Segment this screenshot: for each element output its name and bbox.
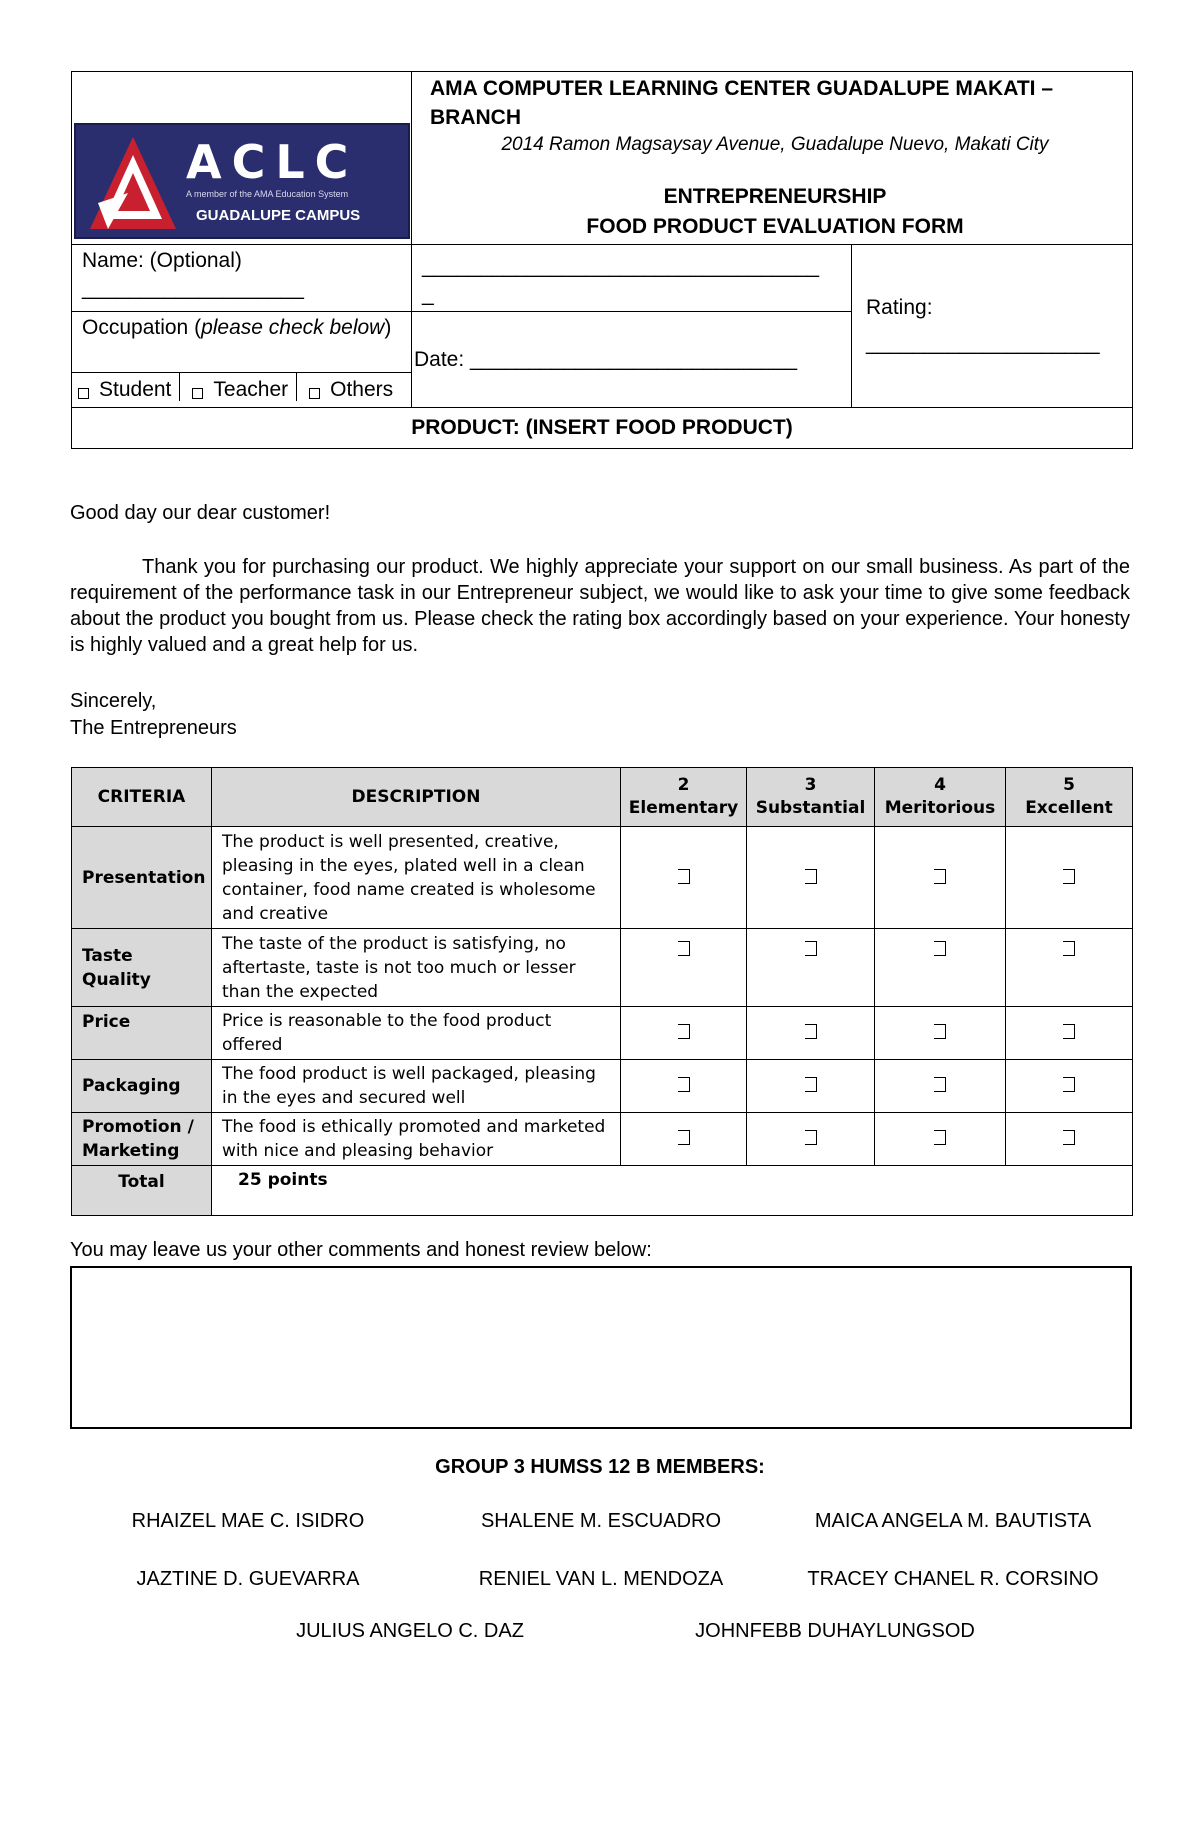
criteria-name: Promotion / Marketing bbox=[72, 1113, 212, 1166]
table-row bbox=[72, 1113, 1133, 1166]
checkbox-icon[interactable] bbox=[805, 1130, 817, 1145]
rating-checkbox[interactable] bbox=[621, 827, 747, 929]
checkbox-icon[interactable] bbox=[678, 941, 690, 956]
criteria-name: Packaging bbox=[72, 1060, 212, 1113]
option-student-label: Student bbox=[99, 378, 172, 401]
rating-4-label: Meritorious bbox=[884, 798, 996, 818]
criteria-name: Price bbox=[72, 1007, 212, 1060]
total-row bbox=[72, 1166, 1133, 1216]
logo-cell bbox=[72, 72, 412, 245]
option-separator bbox=[179, 373, 188, 401]
header-criteria: CRITERIA bbox=[72, 768, 212, 827]
occupation-options-cell bbox=[72, 373, 412, 408]
checkbox-icon[interactable] bbox=[805, 869, 817, 884]
table-header-row bbox=[72, 768, 1133, 827]
rating-2-num: 2 bbox=[677, 775, 690, 795]
option-others-label: Others bbox=[330, 378, 394, 401]
header-rating-3 bbox=[747, 768, 875, 827]
criteria-table bbox=[71, 767, 1133, 1216]
date-label[interactable]: Date: ____________________________ bbox=[414, 347, 798, 371]
logo-text: ACLC bbox=[186, 135, 359, 189]
rating-checkbox[interactable] bbox=[621, 1113, 747, 1166]
aclc-logo bbox=[74, 123, 410, 239]
occupation-options bbox=[74, 373, 409, 407]
name-blank-tail: _ bbox=[422, 283, 434, 306]
name-label: Name: (Optional) bbox=[82, 249, 242, 272]
rating-blank[interactable]: ____________________ bbox=[866, 332, 1100, 355]
rating-3-label: Substantial bbox=[755, 798, 866, 818]
rating-checkbox[interactable] bbox=[747, 827, 875, 929]
rating-checkbox[interactable] bbox=[747, 929, 875, 1007]
rating-checkbox[interactable] bbox=[1006, 1007, 1133, 1060]
checkbox-icon[interactable] bbox=[934, 1077, 946, 1092]
criteria-description: The food product is well packaged, pleasing in the eyes and secured well bbox=[212, 1060, 621, 1113]
checkbox-icon[interactable] bbox=[1063, 1024, 1075, 1039]
date-cell[interactable] bbox=[412, 312, 852, 408]
rating-5-label: Excellent bbox=[1025, 798, 1113, 818]
checkbox-icon[interactable] bbox=[805, 1077, 817, 1092]
school-name: AMA COMPUTER LEARNING CENTER GUADALUPE MAKATI – BRANCH bbox=[430, 77, 1053, 129]
table-row bbox=[72, 929, 1133, 1007]
name-blank-right[interactable]: __________________________________ bbox=[422, 255, 820, 278]
rating-checkbox[interactable] bbox=[1006, 1113, 1133, 1166]
member-name: TRACEY CHANEL R. CORSINO bbox=[807, 1568, 1099, 1590]
criteria-description: The food is ethically promoted and marketed with nice and pleasing behavior bbox=[212, 1113, 621, 1166]
form-title-line2: FOOD PRODUCT EVALUATION FORM bbox=[586, 215, 964, 238]
name-label-cell bbox=[72, 245, 412, 312]
rating-checkbox[interactable] bbox=[621, 929, 747, 1007]
student-checkbox[interactable] bbox=[78, 388, 89, 399]
member-name: JAZTINE D. GUEVARRA bbox=[136, 1568, 360, 1590]
header-description: DESCRIPTION bbox=[212, 768, 621, 827]
teacher-checkbox[interactable] bbox=[192, 388, 203, 399]
option-student[interactable] bbox=[74, 378, 179, 402]
comments-box[interactable] bbox=[70, 1266, 1132, 1429]
checkbox-icon[interactable] bbox=[1063, 869, 1075, 884]
member-name: JOHNFEBB DUHAYLUNGSOD bbox=[695, 1620, 975, 1642]
option-separator bbox=[296, 373, 305, 401]
criteria-name: Presentation bbox=[72, 827, 212, 929]
table-row bbox=[72, 1060, 1133, 1113]
rating-checkbox[interactable] bbox=[875, 1007, 1006, 1060]
member-name: JULIUS ANGELO C. DAZ bbox=[296, 1620, 524, 1642]
rating-checkbox[interactable] bbox=[1006, 1060, 1133, 1113]
checkbox-icon[interactable] bbox=[1063, 1077, 1075, 1092]
logo-tagline: A member of the AMA Education System bbox=[186, 189, 349, 199]
aclc-triangle-icon bbox=[88, 133, 178, 233]
rating-3-num: 3 bbox=[804, 775, 817, 795]
criteria-name: Taste Quality bbox=[72, 929, 212, 1007]
occupation-label-suffix: ) bbox=[384, 316, 392, 339]
signature: The Entrepreneurs bbox=[70, 717, 237, 739]
checkbox-icon[interactable] bbox=[934, 941, 946, 956]
checkbox-icon[interactable] bbox=[678, 1024, 690, 1039]
rating-checkbox[interactable] bbox=[747, 1007, 875, 1060]
checkbox-icon[interactable] bbox=[934, 1024, 946, 1039]
rating-checkbox[interactable] bbox=[1006, 929, 1133, 1007]
rating-4-num: 4 bbox=[934, 775, 946, 795]
checkbox-icon[interactable] bbox=[805, 941, 817, 956]
others-checkbox[interactable] bbox=[309, 388, 320, 399]
rating-checkbox[interactable] bbox=[875, 1113, 1006, 1166]
comments-label: You may leave us your other comments and honest review below: bbox=[70, 1239, 652, 1261]
checkbox-icon[interactable] bbox=[934, 1130, 946, 1145]
form-title bbox=[430, 182, 1120, 242]
rating-checkbox[interactable] bbox=[875, 827, 1006, 929]
school-info-cell bbox=[412, 72, 1133, 245]
option-others[interactable] bbox=[305, 378, 401, 402]
criteria-description: The taste of the product is satisfying, no aftertaste, taste is not too much or lesser than the expected bbox=[212, 929, 621, 1007]
header-rating-4 bbox=[875, 768, 1006, 827]
name-blank-cell[interactable] bbox=[412, 245, 852, 312]
form-title-line1: ENTREPRENEURSHIP bbox=[663, 185, 887, 208]
header-rating-2 bbox=[621, 768, 747, 827]
school-address: 2014 Ramon Magsaysay Avenue, Guadalupe Nuevo, Makati City bbox=[501, 134, 1049, 155]
letter-body: Thank you for purchasing our product. We highly appreciate your support on our small business. As part of the requirement of the performance task in our Entrepreneur subject, we would like to ask your time to give some feedback about the product you bought from us. Please check the rating box accordingly based on your experience. Your honesty is highly valued and a great help for us. bbox=[70, 556, 1130, 656]
checkbox-icon[interactable] bbox=[805, 1024, 817, 1039]
rating-checkbox[interactable] bbox=[621, 1007, 747, 1060]
rating-label: Rating: bbox=[866, 296, 933, 319]
checkbox-icon[interactable] bbox=[678, 869, 690, 884]
table-row bbox=[72, 827, 1133, 929]
rating-checkbox[interactable] bbox=[1006, 827, 1133, 929]
occupation-label-prefix: Occupation ( bbox=[82, 316, 202, 339]
member-name: SHALENE M. ESCUADRO bbox=[480, 1510, 722, 1532]
rating-checkbox[interactable] bbox=[875, 1060, 1006, 1113]
total-value: 25 points bbox=[212, 1166, 1133, 1216]
rating-cell[interactable] bbox=[852, 245, 1133, 408]
form-header-table bbox=[71, 71, 1133, 449]
logo-campus: GUADALUPE CAMPUS bbox=[196, 207, 361, 224]
occupation-label-cell bbox=[72, 312, 412, 373]
checkbox-icon[interactable] bbox=[678, 1077, 690, 1092]
checkbox-icon[interactable] bbox=[1063, 941, 1075, 956]
rating-2-label: Elementary bbox=[628, 798, 739, 818]
occupation-label-italic: please check below bbox=[201, 316, 385, 339]
name-blank-left[interactable]: ___________________ bbox=[82, 277, 304, 300]
greeting: Good day our dear customer! bbox=[70, 502, 331, 524]
rating-5-num: 5 bbox=[1063, 775, 1075, 795]
members-title: GROUP 3 HUMSS 12 B MEMBERS: bbox=[435, 1456, 765, 1478]
header-rating-5 bbox=[1006, 768, 1133, 827]
rating-checkbox[interactable] bbox=[621, 1060, 747, 1113]
checkbox-icon[interactable] bbox=[678, 1130, 690, 1145]
total-label: Total bbox=[72, 1166, 212, 1216]
rating-checkbox[interactable] bbox=[747, 1113, 875, 1166]
option-teacher[interactable] bbox=[188, 378, 296, 402]
table-row bbox=[72, 1007, 1133, 1060]
rating-checkbox[interactable] bbox=[875, 929, 1006, 1007]
member-name: RENIEL VAN L. MENDOZA bbox=[478, 1568, 724, 1590]
option-teacher-label: Teacher bbox=[213, 378, 289, 401]
product-row: PRODUCT: (INSERT FOOD PRODUCT) bbox=[72, 408, 1133, 449]
checkbox-icon[interactable] bbox=[934, 869, 946, 884]
member-name: RHAIZEL MAE C. ISIDRO bbox=[131, 1510, 365, 1532]
checkbox-icon[interactable] bbox=[1063, 1130, 1075, 1145]
member-name: MAICA ANGELA M. BAUTISTA bbox=[814, 1510, 1092, 1532]
criteria-description: Price is reasonable to the food product offered bbox=[212, 1007, 621, 1060]
closing: Sincerely, bbox=[70, 690, 157, 712]
rating-checkbox[interactable] bbox=[747, 1060, 875, 1113]
criteria-description: The product is well presented, creative, pleasing in the eyes, plated well in a clean container, food name created is wholesome and creative bbox=[212, 827, 621, 929]
